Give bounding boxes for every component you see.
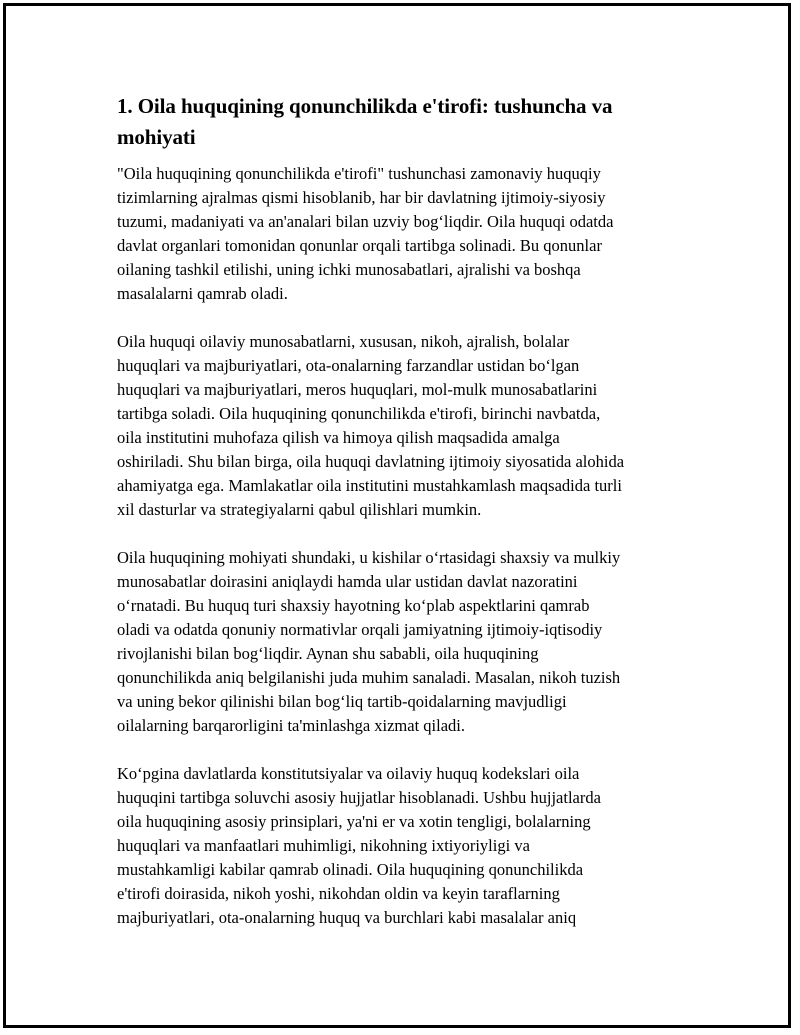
section-heading [117, 91, 683, 153]
heading-line: 1. Oila huquqining qonunchilikda e'tirofi: tushuncha va [117, 94, 613, 118]
text-line: huquqlari va majburiyatlari, ota-onalarning farzandlar ustidan bo‘lgan [117, 356, 580, 375]
text-line: Oila huquqining mohiyati shundaki, u kishilar o‘rtasidagi shaxsiy va mulkiy [117, 548, 621, 567]
text-line: masalalarni qamrab oladi. [117, 284, 288, 303]
text-line: e'tirofi doirasida, nikoh yoshi, nikohdan oldin va keyin taraflarning [117, 884, 560, 903]
text-line: majburiyatlari, ota-onalarning huquq va burchlari kabi masalalar aniq [117, 908, 577, 927]
paragraph-4 [117, 762, 683, 930]
text-line: oilaning tashkil etilishi, uning ichki munosabatlari, ajralishi va boshqa [117, 260, 581, 279]
text-line: munosabatlar doirasini aniqlaydi hamda ular ustidan davlat nazoratini [117, 572, 578, 591]
text-line: huquqlari va manfaatlari muhimligi, nikohning ixtiyoriyligi va [117, 836, 530, 855]
text-line: rivojlanishi bilan bog‘liqdir. Aynan shu sababli, oila huquqining [117, 644, 539, 663]
heading-line: mohiyati [117, 125, 196, 149]
text-line: oilalarning barqarorligini ta'minlashga xizmat qiladi. [117, 716, 465, 735]
text-line: ahamiyatga ega. Mamlakatlar oila institutini mustahkamlash maqsadida turli [117, 476, 622, 495]
text-line: o‘rnatadi. Bu huquq turi shaxsiy hayotning ko‘plab aspektlarini qamrab [117, 596, 590, 615]
text-line: tartibga soladi. Oila huquqining qonunchilikda e'tirofi, birinchi navbatda, [117, 404, 601, 423]
text-line: davlat organlari tomonidan qonunlar orqali tartibga solinadi. Bu qonunlar [117, 236, 602, 255]
document-body [117, 91, 683, 954]
paragraph-3 [117, 546, 683, 738]
text-line: va uning bekor qilinishi bilan bog‘liq tartib-qoidalarning mavjudligi [117, 692, 567, 711]
paragraph-1 [117, 162, 683, 306]
text-line: tizimlarning ajralmas qismi hisoblanib, har bir davlatning ijtimoiy-siyosiy [117, 188, 606, 207]
text-line: oila huquqining asosiy prinsiplari, ya'ni er va xotin tengligi, bolalarning [117, 812, 591, 831]
text-line: mustahkamligi kabilar qamrab olinadi. Oila huquqining qonunchilikda [117, 860, 584, 879]
text-line: tuzumi, madaniyati va an'analari bilan uzviy bog‘liqdir. Oila huquqi odatda [117, 212, 614, 231]
text-line: oladi va odatda qonuniy normativlar orqali jamiyatning ijtimoiy-iqtisodiy [117, 620, 603, 639]
text-line: Ko‘pgina davlatlarda konstitutsiyalar va oilaviy huquq kodekslari oila [117, 764, 580, 783]
text-line: oila institutini muhofaza qilish va himoya qilish maqsadida amalga [117, 428, 560, 447]
text-line: qonunchilikda aniq belgilanishi juda muhim sanaladi. Masalan, nikoh tuzish [117, 668, 621, 687]
text-line: oshiriladi. Shu bilan birga, oila huquqi davlatning ijtimoiy siyosatida alohida [117, 452, 625, 471]
text-line: huquqlari va majburiyatlari, meros huquqlari, mol-mulk munosabatlarini [117, 380, 598, 399]
text-line: "Oila huquqining qonunchilikda e'tirofi" tushunchasi zamonaviy huquqiy [117, 164, 601, 183]
text-line: xil dasturlar va strategiyalarni qabul qilishlari mumkin. [117, 500, 482, 519]
text-line: Oila huquqi oilaviy munosabatlarni, xususan, nikoh, ajralish, bolalar [117, 332, 570, 351]
text-line: huquqini tartibga soluvchi asosiy hujjatlar hisoblanadi. Ushbu hujjatlarda [117, 788, 601, 807]
paragraph-2 [117, 330, 683, 522]
